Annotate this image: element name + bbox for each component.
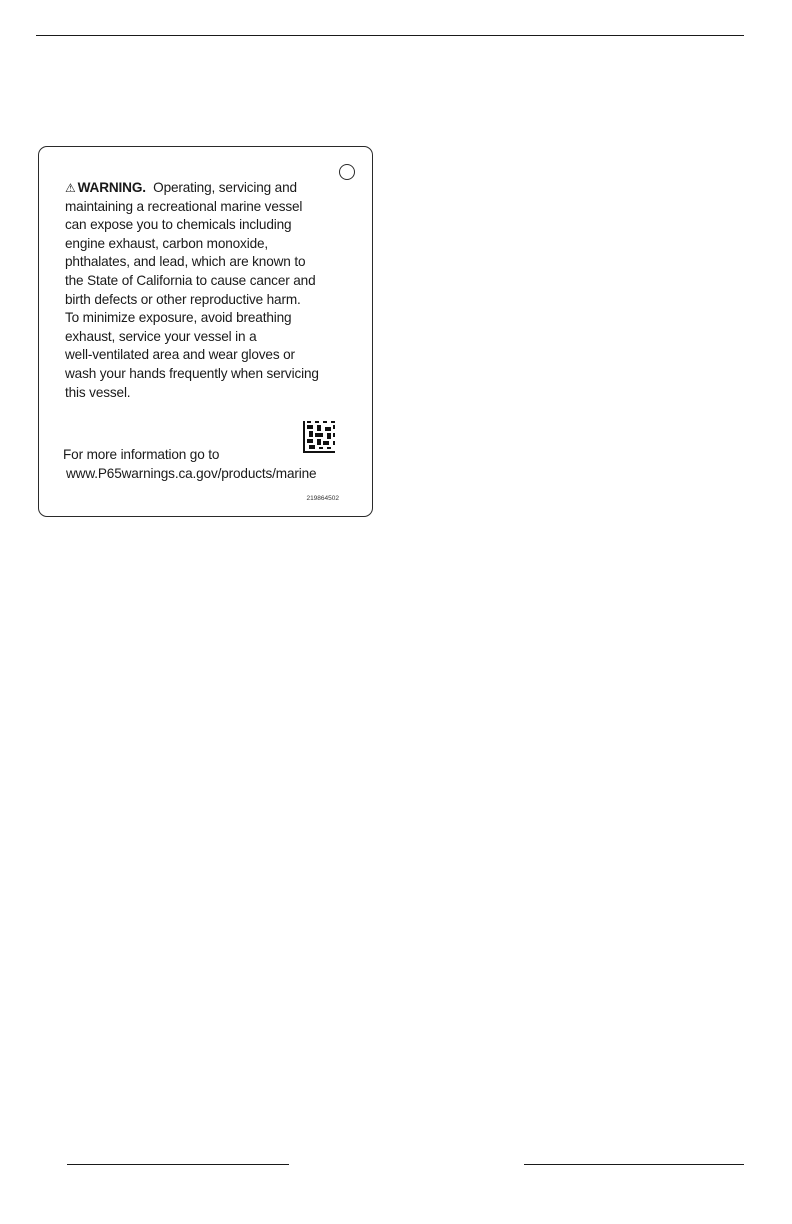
warning-heading-text: WARNING. [77,180,146,195]
more-info-text [63,445,316,483]
warning-line: can expose you to chemicals including [65,217,292,233]
footer-rule-left [67,1164,289,1165]
warning-line [65,179,361,198]
warning-line: exhaust, service your vessel in a [65,328,257,344]
part-number: 219864502 [306,495,339,502]
warning-heading [65,180,146,195]
warning-line-text: Operating, servicing and [153,180,297,195]
warning-line: well-ventilated area and wear gloves or [65,347,295,363]
warning-line: engine exhaust, carbon monoxide, [65,235,269,251]
warning-triangle-icon: ⚠ [65,181,76,195]
warning-line: maintaining a recreational marine vessel [65,198,303,214]
header-rule [36,35,744,36]
warning-line: wash your hands frequently when servicing [65,365,319,381]
warning-line: phthalates, and lead, which are known to [65,254,306,270]
footer-rule-right [524,1164,744,1165]
warning-line: birth defects or other reproductive harm. [65,291,301,307]
warning-line: this vessel. [65,384,131,400]
prop65-warning-label [38,146,373,517]
more-info-line: For more information go to [63,447,220,462]
more-info-url: www.P65warnings.ca.gov/products/marine [66,466,317,481]
warning-text [65,179,361,402]
warning-line: the State of California to cause cancer and [65,272,316,288]
mounting-hole-icon [339,164,355,180]
warning-line: To minimize exposure, avoid breathing [65,310,292,326]
